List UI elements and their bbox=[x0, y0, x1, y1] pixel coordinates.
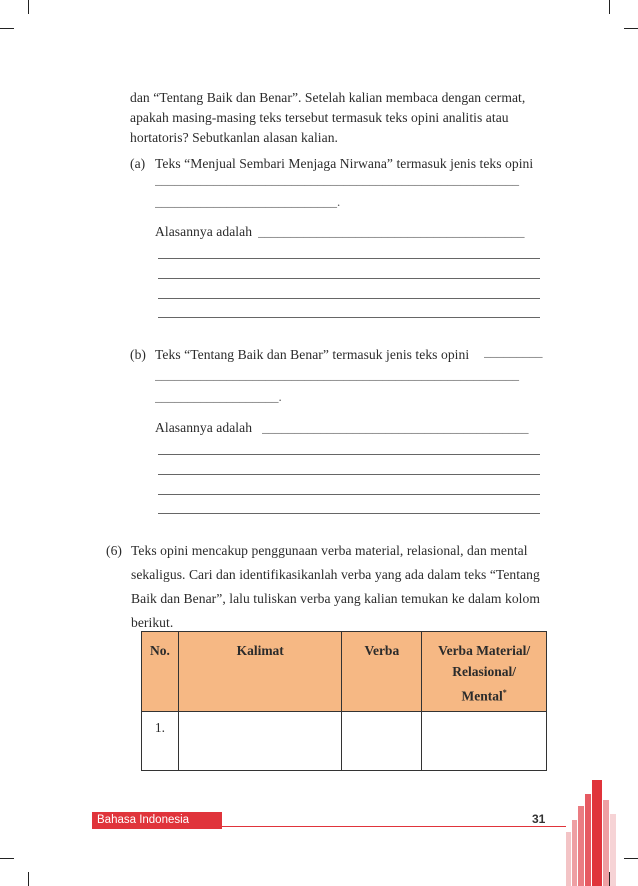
table-header-row bbox=[142, 632, 547, 712]
decorative-stripes bbox=[566, 780, 616, 886]
col-header-jenis-line-2: Relasional/ bbox=[452, 664, 516, 679]
page-number: 31 bbox=[532, 812, 546, 826]
footer-rule bbox=[222, 826, 566, 827]
item-a-reason-label: Alasannya adalah bbox=[155, 224, 253, 239]
item-a-answer-blank-end[interactable]: ____________________________. bbox=[155, 194, 341, 209]
item-6-line-2: sekaligus. Cari dan identifikasikanlah verba yang ada dalam teks “Tentang bbox=[131, 567, 540, 582]
crop-mark bbox=[28, 872, 29, 886]
item-a-reason-line[interactable] bbox=[158, 298, 540, 299]
item-a-label: (a) bbox=[130, 156, 146, 171]
crop-mark bbox=[624, 28, 638, 29]
item-a-answer-blank[interactable]: ________________________________________________________ bbox=[155, 172, 519, 187]
crop-mark bbox=[609, 0, 610, 14]
cell-kalimat[interactable] bbox=[178, 711, 341, 770]
item-b-reason-label: Alasannya adalah bbox=[155, 420, 253, 435]
item-6-line-4: berikut. bbox=[131, 615, 174, 630]
col-header-no: No. bbox=[142, 632, 179, 712]
cell-no: 1. bbox=[142, 711, 179, 770]
crop-mark bbox=[28, 0, 29, 14]
item-b-answer-blank[interactable]: ________________________________________________________ bbox=[155, 367, 519, 382]
item-b-reason-line[interactable] bbox=[158, 494, 540, 495]
col-header-jenis-line-1: Verba Material/ bbox=[438, 643, 531, 658]
item-b-label: (b) bbox=[130, 347, 147, 362]
item-6-label: (6) bbox=[106, 543, 123, 558]
crop-mark bbox=[0, 858, 14, 859]
item-6-line-1: Teks opini mencakup penggunaan verba material, relasional, dan mental bbox=[131, 543, 528, 558]
item-a-reason-line[interactable] bbox=[158, 278, 540, 279]
item-a-reason-line[interactable] bbox=[158, 258, 540, 259]
item-a-question: Teks “Menjual Sembari Menjaga Nirwana” termasuk jenis teks opini bbox=[155, 156, 534, 171]
crop-mark bbox=[624, 858, 638, 859]
col-header-verba: Verba bbox=[342, 632, 422, 712]
intro-line-2: apakah masing-masing teks tersebut termasuk teks opini analitis atau bbox=[130, 110, 509, 125]
item-b-question-blank[interactable]: _________ bbox=[484, 344, 543, 359]
item-b-reason-line[interactable] bbox=[158, 474, 540, 475]
item-b-answer-blank-end[interactable]: ___________________. bbox=[155, 389, 282, 404]
verb-table bbox=[141, 631, 547, 771]
cell-jenis-verba[interactable] bbox=[422, 711, 547, 770]
item-a-reason-blank[interactable]: _________________________________________ bbox=[258, 224, 525, 239]
item-b-reason-line[interactable] bbox=[158, 513, 540, 514]
item-6-line-3: Baik dan Benar”, lalu tuliskan verba yang kalian temukan ke dalam kolom bbox=[131, 591, 540, 606]
item-b-reason-blank[interactable]: _________________________________________ bbox=[262, 420, 529, 435]
intro-line-3: hortatoris? Sebutkanlan alasan kalian. bbox=[130, 130, 339, 145]
footnote-asterisk: * bbox=[502, 688, 507, 697]
col-header-kalimat: Kalimat bbox=[178, 632, 341, 712]
table-row bbox=[142, 711, 547, 770]
item-b-question: Teks “Tentang Baik dan Benar” termasuk jenis teks opini bbox=[155, 347, 470, 362]
item-b-reason-line[interactable] bbox=[158, 454, 540, 455]
col-header-jenis-verba bbox=[422, 632, 547, 712]
intro-line-1: dan “Tentang Baik dan Benar”. Setelah kalian membaca dengan cermat, bbox=[130, 90, 526, 105]
item-a-reason-line[interactable] bbox=[158, 317, 540, 318]
crop-mark bbox=[0, 28, 14, 29]
col-header-jenis-line-3: Mental bbox=[461, 688, 503, 704]
footer-book-title: Bahasa Indonesia bbox=[97, 814, 190, 826]
cell-verba[interactable] bbox=[342, 711, 422, 770]
